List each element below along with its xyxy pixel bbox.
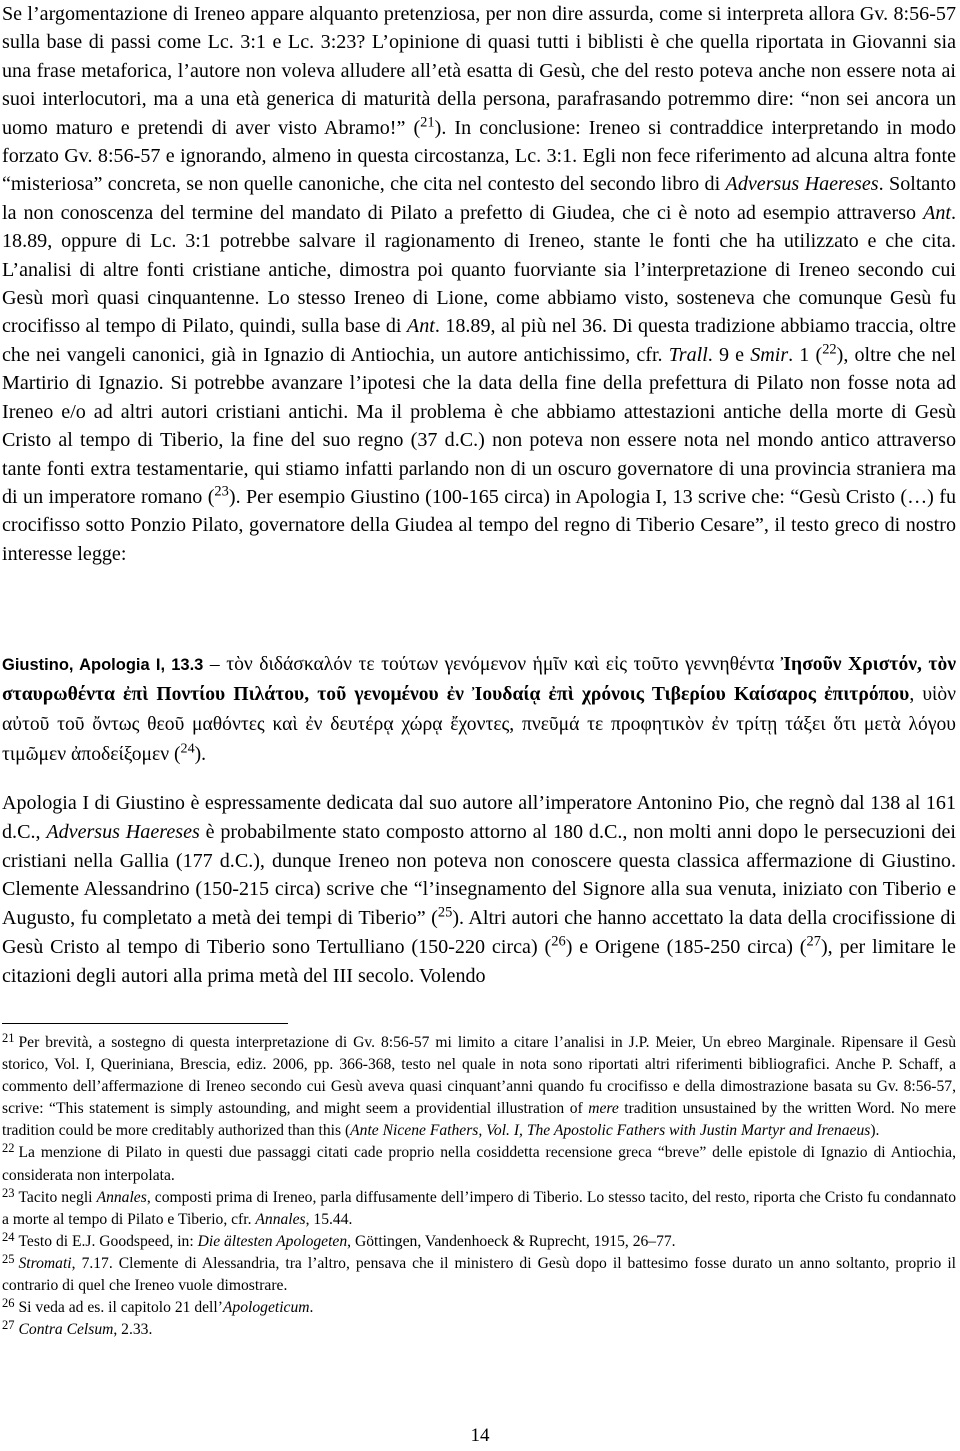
footnote-number: 21 [2,1031,15,1045]
footnote-27: $^{27}$ Contra Celsum, 2.33. [2,1318,153,1339]
footnote-ref-26[interactable]: 26 [551,933,566,950]
footnote-ref-23[interactable]: 23 [214,483,229,500]
footnote-21: $^{21}$ Per brevità, a sostegno di questa interpretazione di Gv. 8:56-57 mi limito a citare l’analisi in J.P. Meier, Un ebreo Marginale. Ripensare il Gesù storico, Vol. I, Queriniana, Brescia, ediz. 2006, pp. 366-368, testo nel quale in nota sono riportati altri riferimenti bibliografici. Anche P. Schaff, a commento dell’affermazione di Ireneo secondo cui Gesù aveva quasi cinquant’anni quando fu crocifisso e della dimostrazione basata su Gv. 8:56-57, scrive: “This statement is simply astounding, and might seem a providential illustration of mere tradition unsustained by the written Word. No mere tradition could be more creditably authorized than this (Ante Nicene Fathers, Vol. I, The Apostolic Fathers with Justin Martyr and Irenaeus). [2,1031,957,1140]
footnote-ref-24[interactable]: 24 [180,740,195,757]
footnote-22: $^{22}$ La menzione di Pilato in questi due passaggi citati cade proprio nella cosiddetta recensione greca “breve” delle epistole di Ignazio di Antiochia, considerata non interpolata. [2,1141,956,1184]
footnote-24: $^{24}$ Testo di E.J. Goodspeed, in: Die ältesten Apologeten, Göttingen, Vandenhoeck & Ruprecht, 1915, 26–77. [2,1229,676,1250]
greek-quotation: Giustino, Apologia I, 13.3 – τὸν διδάσκαλόν τε τούτων γενόμενον ἡμῖν καὶ εἰς τοῦτο γεννηθέντα Ἰησοῦν Χριστόν, τὸν σταυρωθέντα ἐπὶ Ποντίου Πιλάτου, τοῦ γενομένου ἐν Ἰουδαίᾳ ἐπὶ χρόνοις Τιβερίου Καίσαρος ἐπιτρόπου, υἱὸν αὐτοῦ τοῦ ὄντως θεοῦ μαθόντες καὶ ἐν δευτέρᾳ χώρᾳ ἔχοντες, πνεῦμά τε προφητικὸν ἐν τρίτῃ τάξει ὅτι μετὰ λόγου τιμῶμεν ἀποδείξομεν ($^{24}$). [2,654,957,765]
footnote-26: $^{26}$ Si veda ad es. il capitolo 21 dell’Apologeticum. [2,1296,314,1317]
footnote-ref-22[interactable]: 22 [822,341,837,358]
footnote-number: 26 [2,1296,15,1311]
footnote-number: 27 [2,1318,15,1333]
footnote-number: 25 [2,1251,15,1266]
footnote-number: 22 [2,1141,15,1156]
quotation-label: Giustino, Apologia I, 13.3 [2,656,204,674]
footnote-ref-25[interactable]: 25 [437,904,453,921]
footnotes [2,1032,956,1341]
page-number: 14 [470,1425,490,1446]
footnote-number: 24 [2,1229,15,1244]
body-paragraph-top: Se l’argomentazione di Ireneo appare alquanto pretenziosa, per non dire assurda, come si interpreta allora Gv. 8:56-57 sulla base di passi come Lc. 3:1 e Lc. 3:23? L’opinione di quasi tutti i biblisti è che quella riportata in Giovanni sia una frase metaforica, l’autore non voleva alludere all’età esatta di Gesù, che del resto poteva anche non essere nota ai suoi interlocutori, ma a una età generica di maturità della persona, parafrasando potremmo dire: “non sei ancora un uomo maturo e pretendi di aver visto Abramo!” ($^{21}$). In conclusione: Ireneo si contraddice interpretando in modo forzato Gv. 8:56-57 e ignorando, almeno in questa circostanza, Lc. 3:1. Egli non fece riferimento ad alcuna altra fonte “misteriosa” concreta, se non quelle canoniche, che cita nel contesto del secondo libro di Adversus Haereses. Soltanto la non conoscenza del termine del mandato di Pilato a prefetto di Giudea, che ci è noto ad esempio attraverso Ant. 18.89, oppure di Lc. 3:1 potrebbe salvare il ragionamento di Ireneo, stante le fonti che ha utilizzato e che cita. L’analisi di altre fonti cristiane antiche, dimostra poi quanto fuorviante sia l’interpretazione di Ireneo secondo cui Gesù morì quasi cinquantenne. Lo stesso Ireneo di Lione, come abbiamo visto, sosteneva che comunque Gesù fu crocifisso al tempo di Pilato, quindi, sulla base di Ant. 18.89, al più nel 36. Di questa tradizione abbiamo traccia, oltre che nei vangeli canonici, già in Ignazio di Antiochia, un autore antichissimo, cfr. Trall. 9 e Smir. 1 ($^{22}$), oltre che nel Martirio di Ignazio. Si potrebbe avanzare l’ipotesi che la data della fine della prefettura di Pilato non fosse nota ad Ireneo e/o ad altri autori cristiani antichi. Ma il problema è che abbiamo attestazioni antiche della morte di Gesù Cristo al tempo di Tiberio, la fine del suo regno (37 d.C.) non poteva non essere nota nel mondo antico attraverso tante fonti extra testamentarie, qui stiamo infatti parlando non di un oscuro governatore di una provincia straniera ma di un imperatore romano ($^{23}$). Per esempio Giustino (100-165 circa) in Apologia I, 13 scrive che: “Gesù Cristo (…) fu crocifisso sotto Ponzio Pilato, governatore della Giudea al tempo del regno di Tiberio Cesare”, il testo greco di nostro interesse legge: [2,3,957,565]
body-paragraph-bottom: Apologia I di Giustino è espressamente dedicata dal suo autore all’imperatore Antonino Pio, che regnò dal 138 al 161 d.C., Adversus Haereses è probabilmente stato composto attorno al 180 d.C., non molti anni dopo le persecuzioni dei cristiani nella Gallia (177 d.C.), dunque Ireneo non poteva non conoscere questa classica affermazione di Giustino. Clemente Alessandrino (150-215 circa) scrive che “l’insegnamento del Signore alla sua venuta, iniziato con Tiberio e Augusto, fu completato a metà dei tempi di Tiberio” ($^{25}$). Altri autori che hanno accettato la data della crocifissione di Gesù Cristo al tempo di Tiberio sono Tertulliano (150-220 circa) ($^{26}$) e Origene (185-250 circa) ($^{27}$), per limitare le citazioni degli autori alla prima metà del III secolo. Volendo [2,792,956,987]
footnote-25: $^{25}$ Stromati, 7.17. Clemente di Alessandria, tra l’altro, pensava che il ministero di Gesù dopo il battesimo fosse durato un anno soltanto, proprio il contrario di quel che Ireneo vuole dimostrare. [2,1251,956,1295]
quotation-emphasis: Ἰησοῦν Χριστόν, τὸν σταυρωθέντα ἐπὶ Ποντίου Πιλάτου, τοῦ γενομένου ἐν Ἰουδαίᾳ ἐπὶ χρόνοις Τιβερίου Καίσαρος ἐπιτρόπου [2,654,957,705]
footnote-23: $^{23}$ Tacito negli Annales, composti prima di Ireneo, parla diffusamente dell’impero di Tiberio. Lo stesso tacito, del resto, riporta che Cristo fu condannato a morte al tempo di Pilato e Tiberio, cfr. Annales, 15.44. [2,1185,957,1228]
footnote-number: 23 [2,1185,15,1200]
footnote-ref-27[interactable]: 27 [806,933,821,950]
footnote-separator [2,1023,288,1024]
footnote-ref-21[interactable]: 21 [420,113,435,130]
